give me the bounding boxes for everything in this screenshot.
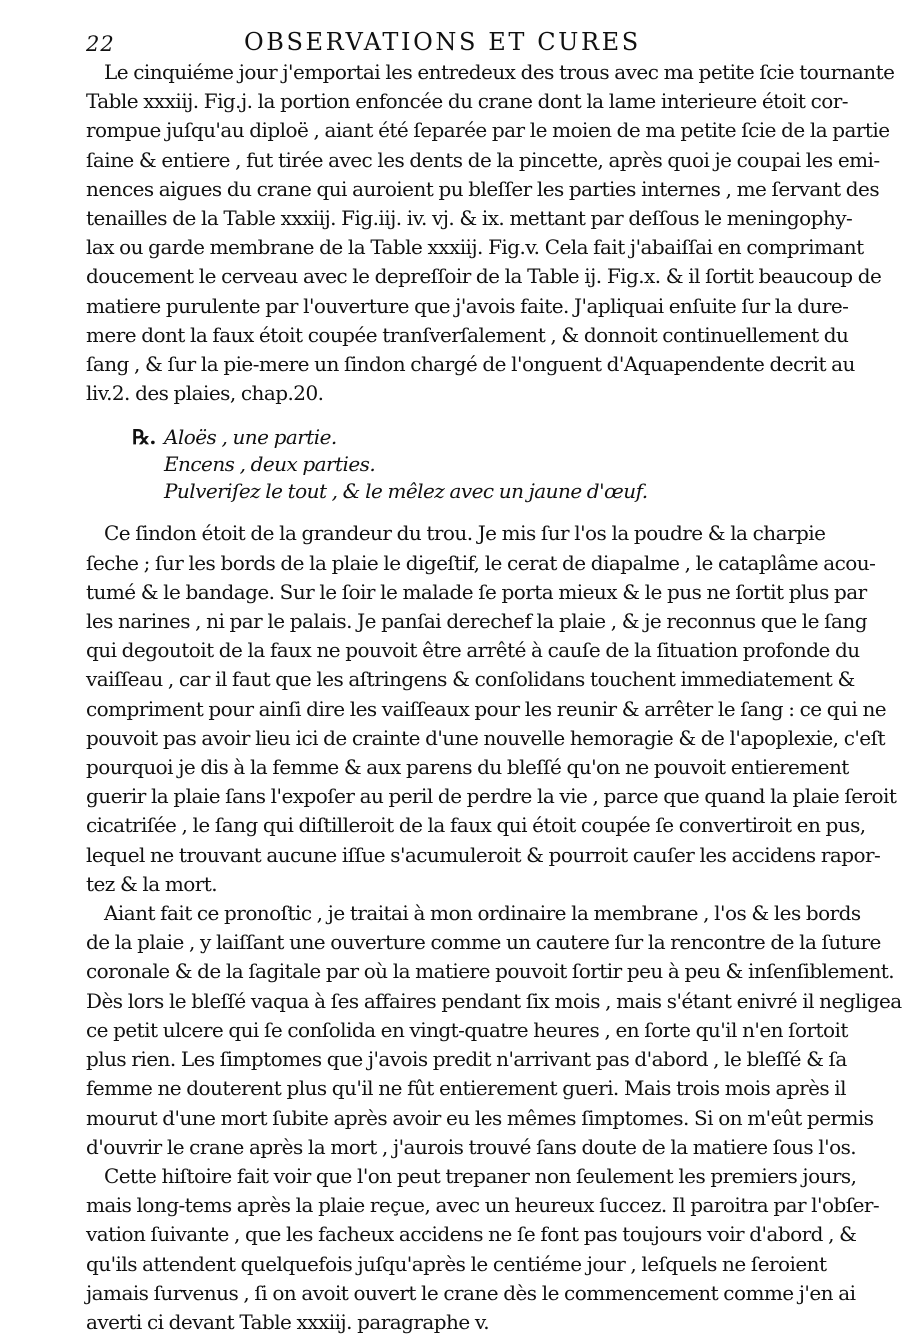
text-line: guerir la plaie ſans l'expoſer au peril de perdre la vie , parce que quand la plaie ſeroit: [86, 784, 897, 809]
text-line: lax ou garde membrane de la Table xxxiij. Fig.v. Cela fait j'abaiſſai en comprimant: [86, 235, 864, 260]
paragraph-1: [86, 58, 895, 408]
text-line: ſang , & ſur la pie-mere un ſindon chargé de l'onguent d'Aquapendente decrit au: [86, 352, 855, 377]
text-line: matiere purulente par l'ouverture que j'avois faite. J'apliquai enſuite ſur la dure-: [86, 293, 849, 318]
text-line: averti ci devant Table xxxiij. paragraphe v.: [86, 1309, 490, 1334]
text-line: mais long-tems après la plaie reçue, avec un heureux ſuccez. Il paroitra par l'obſer-: [86, 1193, 880, 1218]
recipe-line: [132, 424, 778, 451]
text-line: de la plaie , y laiſſant une ouverture comme un cautere ſur la rencontre de la ſuture: [86, 930, 881, 955]
text-line: d'ouvrir le crane après la mort , j'aurois trouvé ſans doute de la matiere ſous l'os.: [86, 1134, 857, 1159]
text-line: nences aigues du crane qui auroient pu bleſſer les parties internes , me ſervant des: [86, 176, 880, 201]
text-line: lequel ne trouvant aucune iſſue s'acumuleroit & pourroit cauſer les accidens rapor-: [86, 842, 881, 867]
recipe-line: Encens , deux parties.: [164, 452, 376, 477]
text-line: mere dont la faux étoit coupée tranſverſalement , & donnoit continuellement du: [86, 322, 849, 347]
recipe-block: [132, 424, 778, 505]
text-line: doucement le cerveau avec le depreſſoir de la Table ij. Fig.x. & il ſortit beaucoup de: [86, 264, 882, 289]
text-line: pouvoit pas avoir lieu ici de crainte d'une nouvelle hemoragie & de l'apoplexie, c'eſt: [86, 725, 885, 750]
text-line: tenailles de la Table xxxiij. Fig.iij. iv. vj. & ix. mettant par deſſous le meningophy-: [86, 206, 853, 231]
text-line: Table xxxiij. Fig.j. la portion enfoncée du crane dont la lame interieure étoit cor-: [86, 89, 848, 114]
text-line: tumé & le bandage. Sur le ſoir le malade ſe porta mieux & le pus ne ſortit plus par: [86, 579, 867, 604]
text-line: Aiant fait ce pronoſtic , je traitai à mon ordinaire la membrane , l'os & les bords: [104, 901, 861, 926]
text-line: ſaine & entiere , fut tirée avec les dents de la pincette, après quoi je coupai les emi-: [86, 147, 880, 172]
text-line: qu'ils attendent quelquefois juſqu'après le centiéme jour , leſquels ne ſeroient: [86, 1251, 827, 1276]
text-line: Le cinquiéme jour j'emportai les entredeux des trous avec ma petite ſcie tournante: [104, 60, 895, 84]
text-line: Ce ſindon étoit de la grandeur du trou. Je mis ſur l'os la poudre & la charpie: [104, 521, 826, 546]
paragraph-2: [86, 519, 897, 899]
page-number: 22: [86, 32, 115, 56]
text-line: Cette hiſtoire fait voir que l'on peut trepaner non ſeulement les premiers jours,: [104, 1163, 857, 1188]
recipe-line-text: Aloës , une partie.: [164, 425, 337, 450]
text-line: cicatriſée , le ſang qui diſtilleroit de la faux qui étoit coupée ſe convertiroit en pus,: [86, 813, 866, 838]
text-line: femme ne douterent plus qu'il ne fût entierement gueri. Mais trois mois après il: [86, 1076, 846, 1101]
text-line: pourquoi je dis à la femme & aux parens du bleſſé qu'on ne pouvoit entierement: [86, 755, 849, 780]
text-line: compriment pour ainſi dire les vaiſſeaux pour les reunir & arrêter le ſang : ce qui ne: [86, 696, 887, 721]
text-line: ce petit ulcere qui ſe conſolida en vingt-quatre heures , en ſorte qu'il n'en ſortoit: [86, 1017, 848, 1042]
text-line: vaiſſeau , car il faut que les aſtringens & conſolidans touchent immediatement &: [86, 667, 855, 692]
page-body: [86, 58, 902, 1337]
paragraph-3: [86, 899, 902, 1162]
paragraph-4: [86, 1162, 880, 1337]
text-line: tez & la mort.: [86, 871, 218, 896]
text-line: les narines , ni par le palais. Je panſai derechef la plaie , & je reconnus que le ſang: [86, 609, 867, 634]
text-line: jamais ſurvenus , ſi on avoit ouvert le crane dès le commencement comme j'en ai: [86, 1280, 856, 1305]
text-line: Dès lors le bleſſé vaqua à ſes affaires pendant ſix mois , mais s'étant enivré il negligea: [86, 988, 902, 1013]
text-line: plus rien. Les ſimptomes que j'avois predit n'arrivant pas d'abord , le bleſſé & ſa: [86, 1047, 847, 1072]
text-line: vation ſuivante , que les facheux accidens ne ſe font pas toujours voir d'abord , &: [86, 1222, 857, 1247]
text-line: qui degoutoit de la faux ne pouvoit être arrêté à cauſe de la ſituation profonde du: [86, 638, 860, 663]
text-line: rompue juſqu'au diploë , aiant été ſeparée par le moien de ma petite ſcie de la partie: [86, 118, 890, 143]
page-header: [86, 28, 778, 58]
text-line: liv.2. des plaies, chap.20.: [86, 381, 324, 406]
recipe-line: Pulveriſez le tout , & le mêlez avec un jaune d'œuf.: [164, 479, 648, 504]
text-line: coronale & de la ſagitale par où la matiere pouvoit ſortir peu à peu & inſenſiblement.: [86, 959, 895, 984]
recipe-symbol: ℞.: [132, 425, 156, 450]
running-title: OBSERVATIONS ET CURES: [244, 28, 641, 56]
text-line: mourut d'une mort ſubite après avoir eu les mêmes ſimptomes. Si on m'eût permis: [86, 1105, 874, 1130]
text-line: ſeche ; ſur les bords de la plaie le digeſtif, le cerat de diapalme , le cataplâme acou-: [86, 550, 876, 575]
